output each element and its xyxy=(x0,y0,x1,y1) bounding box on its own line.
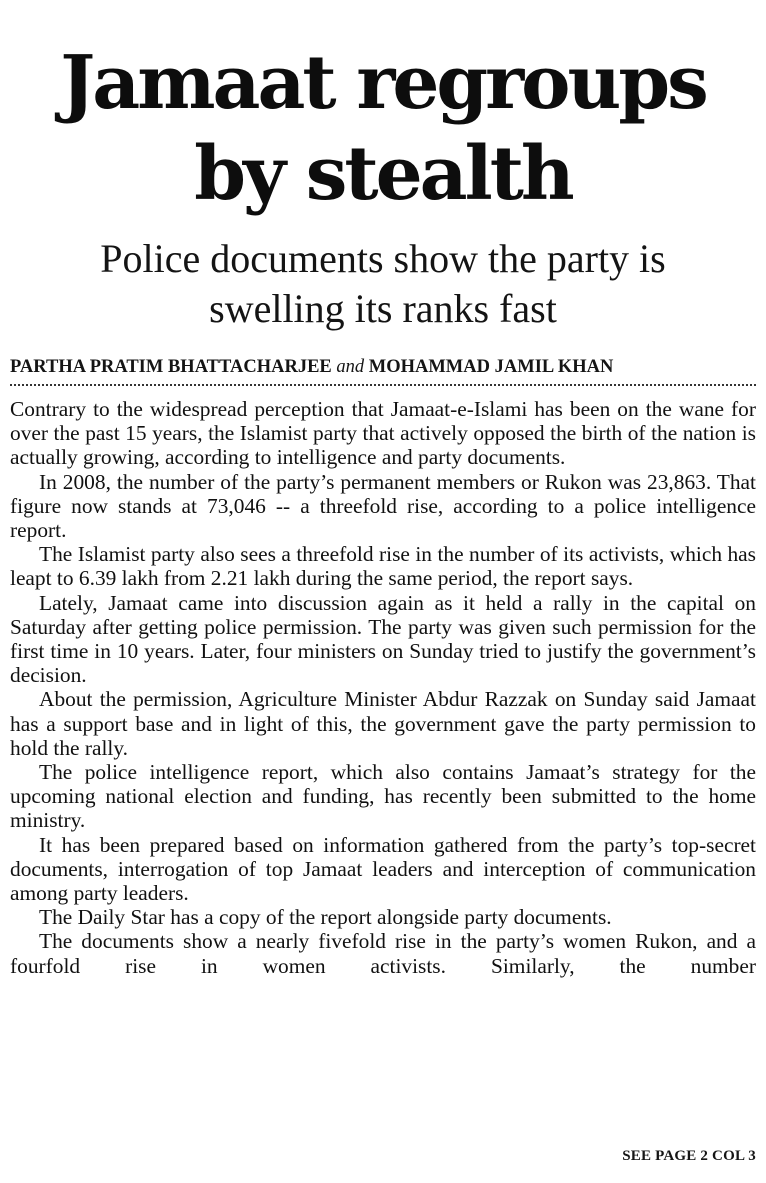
body-paragraph: It has been prepared based on information gathered from the party’s top-secret documents, interrogation of top Jamaat leaders and interception of communication among party leaders. xyxy=(10,832,756,906)
byline-author-2: MOHAMMAD JAMIL KHAN xyxy=(368,357,614,377)
subheadline-line-2: swelling its ranks fast xyxy=(209,286,557,331)
continuation-jump-line: SEE PAGE 2 COL 3 xyxy=(622,1148,756,1164)
news-article xyxy=(10,0,756,1183)
article-body xyxy=(10,397,756,978)
headline-line-2: by stealth xyxy=(194,131,572,217)
subheadline xyxy=(10,234,756,334)
byline-author-1: PARTHA PRATIM BHATTACHARJEE xyxy=(10,357,332,377)
headline-line-1: Jamaat regroups xyxy=(60,40,706,126)
headline xyxy=(10,0,756,220)
byline-conjunction: and xyxy=(336,357,365,377)
byline xyxy=(10,356,756,378)
body-paragraph: In 2008, the number of the party’s permanent members or Rukon was 23,863. That figure now stands at 73,046 -- a threefold rise, according to a police intelligence report. xyxy=(10,469,756,543)
body-paragraph: The Islamist party also sees a threefold rise in the number of its activists, which has leapt to 6.39 lakh from 2.21 lakh during the same period, the report says. xyxy=(10,542,756,591)
subheadline-line-1: Police documents show the party is xyxy=(100,236,666,281)
body-paragraph: About the permission, Agriculture Minister Abdur Razzak on Sunday said Jamaat has a support base and in light of this, the government gave the party permission to hold the rally. xyxy=(10,687,756,760)
body-paragraph: The police intelligence report, which also contains Jamaat’s strategy for the upcoming national election and funding, has recently been submitted to the home ministry. xyxy=(10,760,756,833)
body-paragraph: Contrary to the widespread perception that Jamaat-e-Islami has been on the wane for over the past 15 years, the Islamist party that actively opposed the birth of the nation is actually growing, according to intelligence and party documents. xyxy=(10,397,756,470)
body-paragraph: Lately, Jamaat came into discussion again as it held a rally in the capital on Saturday after getting police permission. The party was given such permission for the first time in 10 years. Later, four ministers on Sunday tried to justify the government’s decision. xyxy=(10,590,756,688)
body-paragraph: The documents show a nearly fivefold rise in the party’s women Rukon, and a fourfold rise in women activists. Similarly, the number xyxy=(10,929,756,978)
body-paragraph: The Daily Star has a copy of the report alongside party documents. xyxy=(39,905,612,930)
dotted-divider xyxy=(10,384,756,386)
